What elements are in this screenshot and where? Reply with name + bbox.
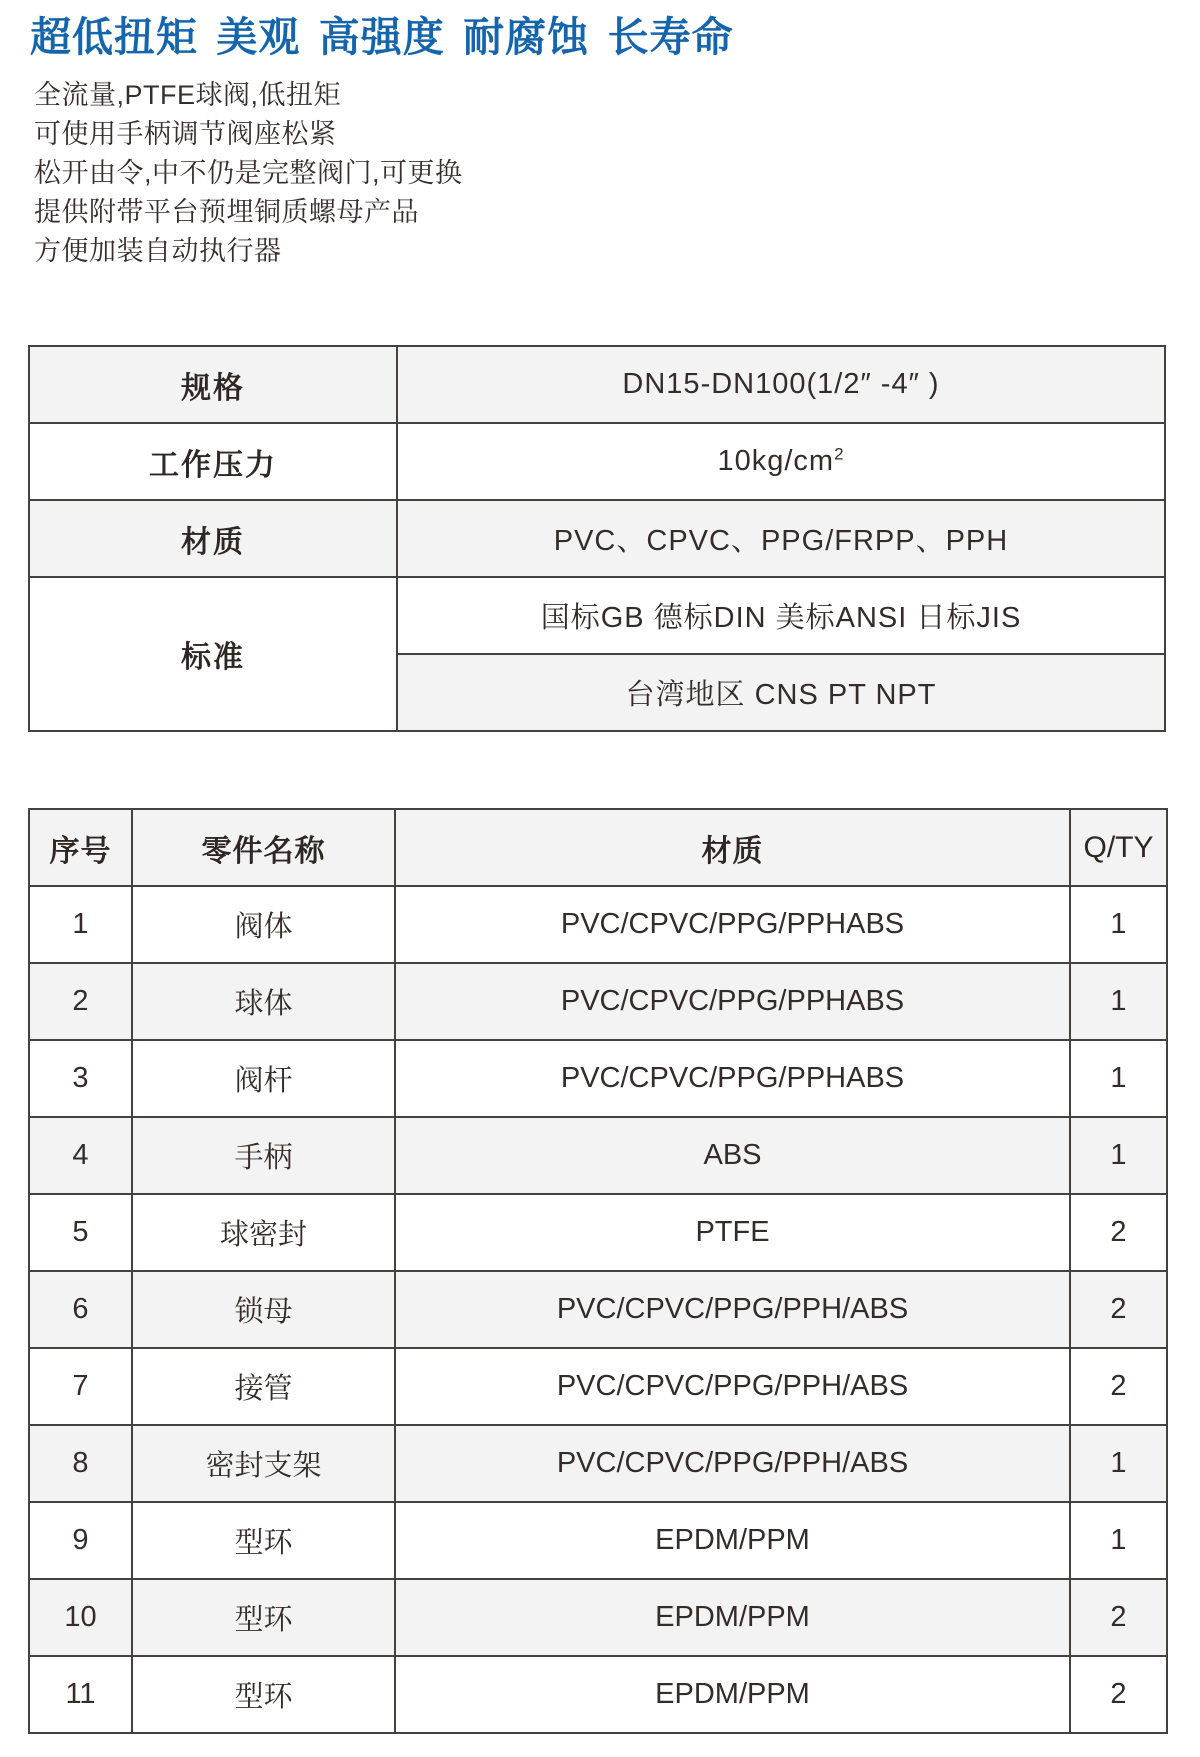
part-material: PTFE (395, 1194, 1070, 1271)
part-qty: 1 (1070, 1425, 1167, 1502)
pressure-exponent: 2 (834, 444, 845, 464)
parts-row (29, 1271, 1167, 1348)
part-material: PVC/CPVC/PPG/PPH/ABS (395, 1348, 1070, 1425)
part-qty: 2 (1070, 1348, 1167, 1425)
part-no: 1 (29, 886, 132, 963)
spec-value (397, 423, 1165, 500)
part-name: 球密封 (132, 1194, 395, 1271)
part-name: 阀体 (132, 886, 395, 963)
part-no: 6 (29, 1271, 132, 1348)
parts-row (29, 886, 1167, 963)
header-qty: Q/TY (1070, 809, 1167, 886)
feature-list (34, 76, 1166, 271)
part-qty: 1 (1070, 963, 1167, 1040)
part-material: EPDM/PPM (395, 1656, 1070, 1733)
parts-row (29, 963, 1167, 1040)
spec-label: 标准 (29, 577, 397, 731)
spec-value: 台湾地区 CNS PT NPT (397, 654, 1165, 731)
part-material: PVC/CPVC/PPG/PPH/ABS (395, 1271, 1070, 1348)
part-no: 11 (29, 1656, 132, 1733)
part-material: PVC/CPVC/PPG/PPH/ABS (395, 1425, 1070, 1502)
part-name: 型环 (132, 1579, 395, 1656)
part-no: 2 (29, 963, 132, 1040)
part-no: 3 (29, 1040, 132, 1117)
feature-line: 方便加装自动执行器 (34, 236, 282, 266)
feature-line: 可使用手柄调节阀座松紧 (34, 119, 337, 149)
part-qty: 2 (1070, 1271, 1167, 1348)
part-name: 手柄 (132, 1117, 395, 1194)
part-no: 4 (29, 1117, 132, 1194)
spec-value: DN15-DN100(1/2″ -4″ ) (397, 346, 1165, 423)
feature-line: 松开由令,中不仍是完整阀门,可更换 (34, 158, 463, 188)
parts-row (29, 1117, 1167, 1194)
header-no: 序号 (29, 809, 132, 886)
spec-row (29, 423, 1165, 500)
parts-row (29, 1194, 1167, 1271)
part-material: PVC/CPVC/PPG/PPHABS (395, 886, 1070, 963)
part-name: 密封支架 (132, 1425, 395, 1502)
part-name: 阀杆 (132, 1040, 395, 1117)
part-qty: 2 (1070, 1579, 1167, 1656)
part-material: ABS (395, 1117, 1070, 1194)
spec-label: 材质 (29, 500, 397, 577)
parts-header-row (29, 809, 1167, 886)
spec-value: 国标GB 德标DIN 美标ANSI 日标JIS (397, 577, 1165, 654)
part-name: 型环 (132, 1502, 395, 1579)
part-qty: 1 (1070, 1502, 1167, 1579)
spec-value: PVC、CPVC、PPG/FRPP、PPH (397, 500, 1165, 577)
part-name: 接管 (132, 1348, 395, 1425)
parts-row (29, 1579, 1167, 1656)
part-name: 锁母 (132, 1271, 395, 1348)
part-material: EPDM/PPM (395, 1579, 1070, 1656)
spec-label: 规格 (29, 346, 397, 423)
part-qty: 1 (1070, 1040, 1167, 1117)
part-qty: 2 (1070, 1656, 1167, 1733)
part-name: 型环 (132, 1656, 395, 1733)
part-qty: 1 (1070, 1117, 1167, 1194)
spec-row (29, 577, 1165, 654)
feature-line: 全流量,PTFE球阀,低扭矩 (34, 80, 342, 110)
spec-row (29, 346, 1165, 423)
parts-row (29, 1040, 1167, 1117)
header-name: 零件名称 (132, 809, 395, 886)
part-qty: 1 (1070, 886, 1167, 963)
part-qty: 2 (1070, 1194, 1167, 1271)
part-material: EPDM/PPM (395, 1502, 1070, 1579)
spec-table-body (29, 346, 1165, 731)
part-no: 5 (29, 1194, 132, 1271)
part-no: 8 (29, 1425, 132, 1502)
header-material: 材质 (395, 809, 1070, 886)
feature-line: 提供附带平台预埋铜质螺母产品 (34, 197, 419, 227)
part-no: 7 (29, 1348, 132, 1425)
parts-table-header (29, 809, 1167, 886)
part-no: 10 (29, 1579, 132, 1656)
parts-row (29, 1348, 1167, 1425)
parts-row (29, 1502, 1167, 1579)
spec-table (28, 345, 1166, 732)
part-material: PVC/CPVC/PPG/PPHABS (395, 1040, 1070, 1117)
parts-table (28, 808, 1168, 1734)
spec-label: 工作压力 (29, 423, 397, 500)
part-material: PVC/CPVC/PPG/PPHABS (395, 963, 1070, 1040)
parts-row (29, 1656, 1167, 1733)
pressure-value: 10kg/cm (717, 445, 835, 477)
part-name: 球体 (132, 963, 395, 1040)
parts-table-body (29, 886, 1167, 1733)
part-no: 9 (29, 1502, 132, 1579)
parts-row (29, 1425, 1167, 1502)
page-title: 超低扭矩 美观 高强度 耐腐蚀 长寿命 (30, 14, 734, 60)
spec-row (29, 500, 1165, 577)
